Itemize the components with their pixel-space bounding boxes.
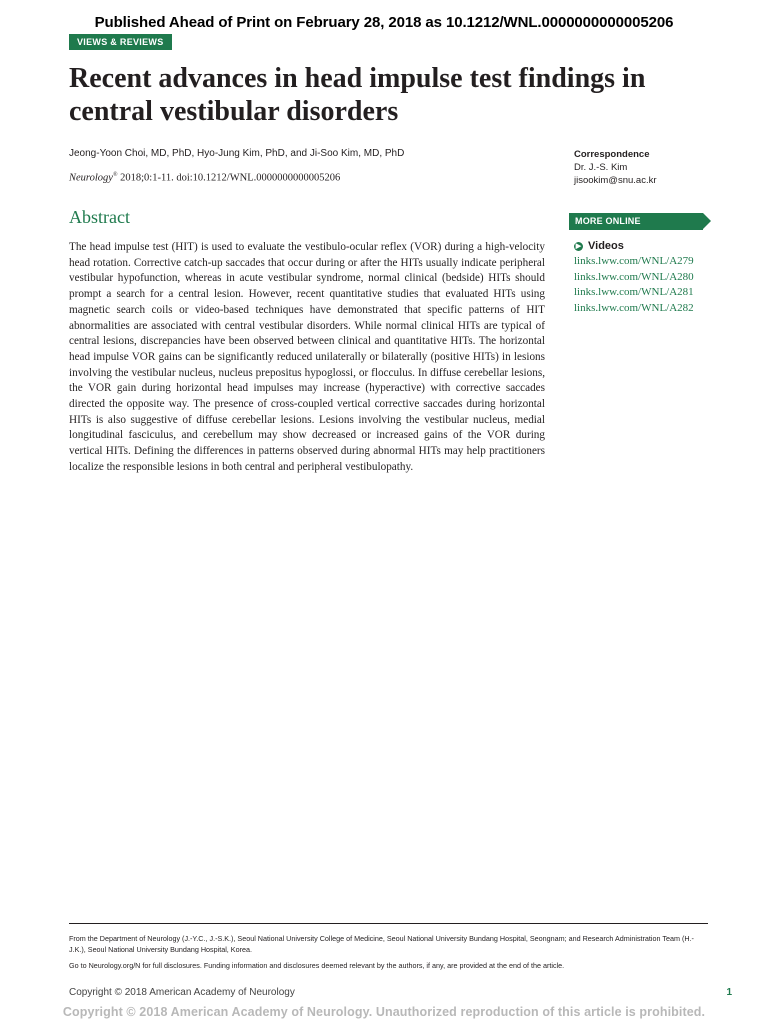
copyright-line: Copyright © 2018 American Academy of Neurology (69, 987, 295, 998)
author-list: Jeong-Yoon Choi, MD, PhD, Hyo-Jung Kim, PhD, and Ji-Soo Kim, MD, PhD (69, 148, 405, 159)
banner-arrow-icon (703, 213, 711, 229)
disclosures-note: Go to Neurology.org/N for full disclosures. Funding information and disclosures deemed relevant by the authors, if any, are provided at the end of the article. (69, 961, 565, 970)
play-circle-icon: ▶ (575, 242, 582, 250)
footer-divider (69, 923, 708, 924)
more-online-banner: MORE ONLINE (569, 213, 703, 230)
section-tag: VIEWS & REVIEWS (69, 34, 172, 50)
video-links-list (574, 254, 744, 317)
correspondence-label: Correspondence (574, 149, 650, 160)
video-link[interactable]: links.lww.com/WNL/A281 (574, 286, 694, 299)
videos-heading (574, 240, 744, 252)
videos-block (574, 240, 744, 317)
citation-details: 2018;0:1-11. doi:10.1212/WNL.0000000000005206 (117, 172, 341, 184)
affiliations-note: From the Department of Neurology (J.-Y.C., J.-S.K.), Seoul National University College of Medicine, Seoul National University Bundang Hospital, Seongnam; and Research Administration Team (H.-J.K.), Seoul National University Bundang Hospital, Korea. (69, 934, 694, 954)
correspondence-name: Dr. J.-S. Kim (574, 162, 628, 173)
registered-mark: ® (112, 172, 118, 178)
correspondence-block (574, 148, 734, 187)
video-link[interactable]: links.lww.com/WNL/A279 (574, 255, 694, 267)
correspondence-email[interactable]: jisookim@snu.ac.kr (574, 175, 657, 186)
article-title: Recent advances in head impulse test findings in central vestibular disorders (69, 63, 646, 127)
ahead-of-print-banner: Published Ahead of Print on February 28, 2018 as 10.1212/WNL.0000000000005206 (94, 14, 674, 31)
videos-label: Videos (588, 240, 624, 252)
citation-line (69, 172, 539, 184)
journal-name: Neurology (69, 172, 113, 184)
page-number: 1 (726, 987, 732, 998)
abstract-body: The head impulse test (HIT) is used to evaluate the vestibulo-ocular reflex (VOR) during a high-velocity head rotation. Corrective catch-up saccades that occur during or after the HITs usually indicate peripheral vestibular hypofunction, whereas in acute vestibular syndrome, normal clinical (bedside) HITs should prompt a search for a central lesion. However, recent quantitative studies that evaluated HITs using magnetic search coils or video-based techniques have demonstrated that specific patterns of HIT abnormalities are associated with central vestibular disorders. While normal clinical HITs are typical of central lesions, discrepancies have been observed between clinical and quantitative HITs. The horizontal head impulse VOR gains can be significantly reduced unilaterally or bilaterally (positive HITs) in lesions involving the vestibular nucleus, nucleus prepositus hypoglossi, or flocculus. In diffuse cerebellar lesions, the VOR gain during horizontal head impulses may increase (hyperactive) with corrective saccades directed the opposite way. The presence of cross-coupled vertical corrective saccades during horizontal HITs is also suggestive of diffuse cerebellar lesions. Lesions involving the vestibular nucleus, medial longitudinal fasciculus, and cerebellum may show decreased or increased gains of the VOR during vertical HITs. Defining the differences in patterns observed during abnormal HITs may help practitioners localize the responsible lesions in both central and peripheral vestibulopathy. (69, 241, 545, 473)
copyright-watermark: Copyright © 2018 American Academy of Neurology. Unauthorized reproduction of this article is prohibited. (62, 1005, 706, 1019)
video-link[interactable]: links.lww.com/WNL/A280 (574, 270, 694, 283)
video-link[interactable]: links.lww.com/WNL/A282 (574, 302, 694, 315)
abstract-heading: Abstract (69, 207, 130, 227)
